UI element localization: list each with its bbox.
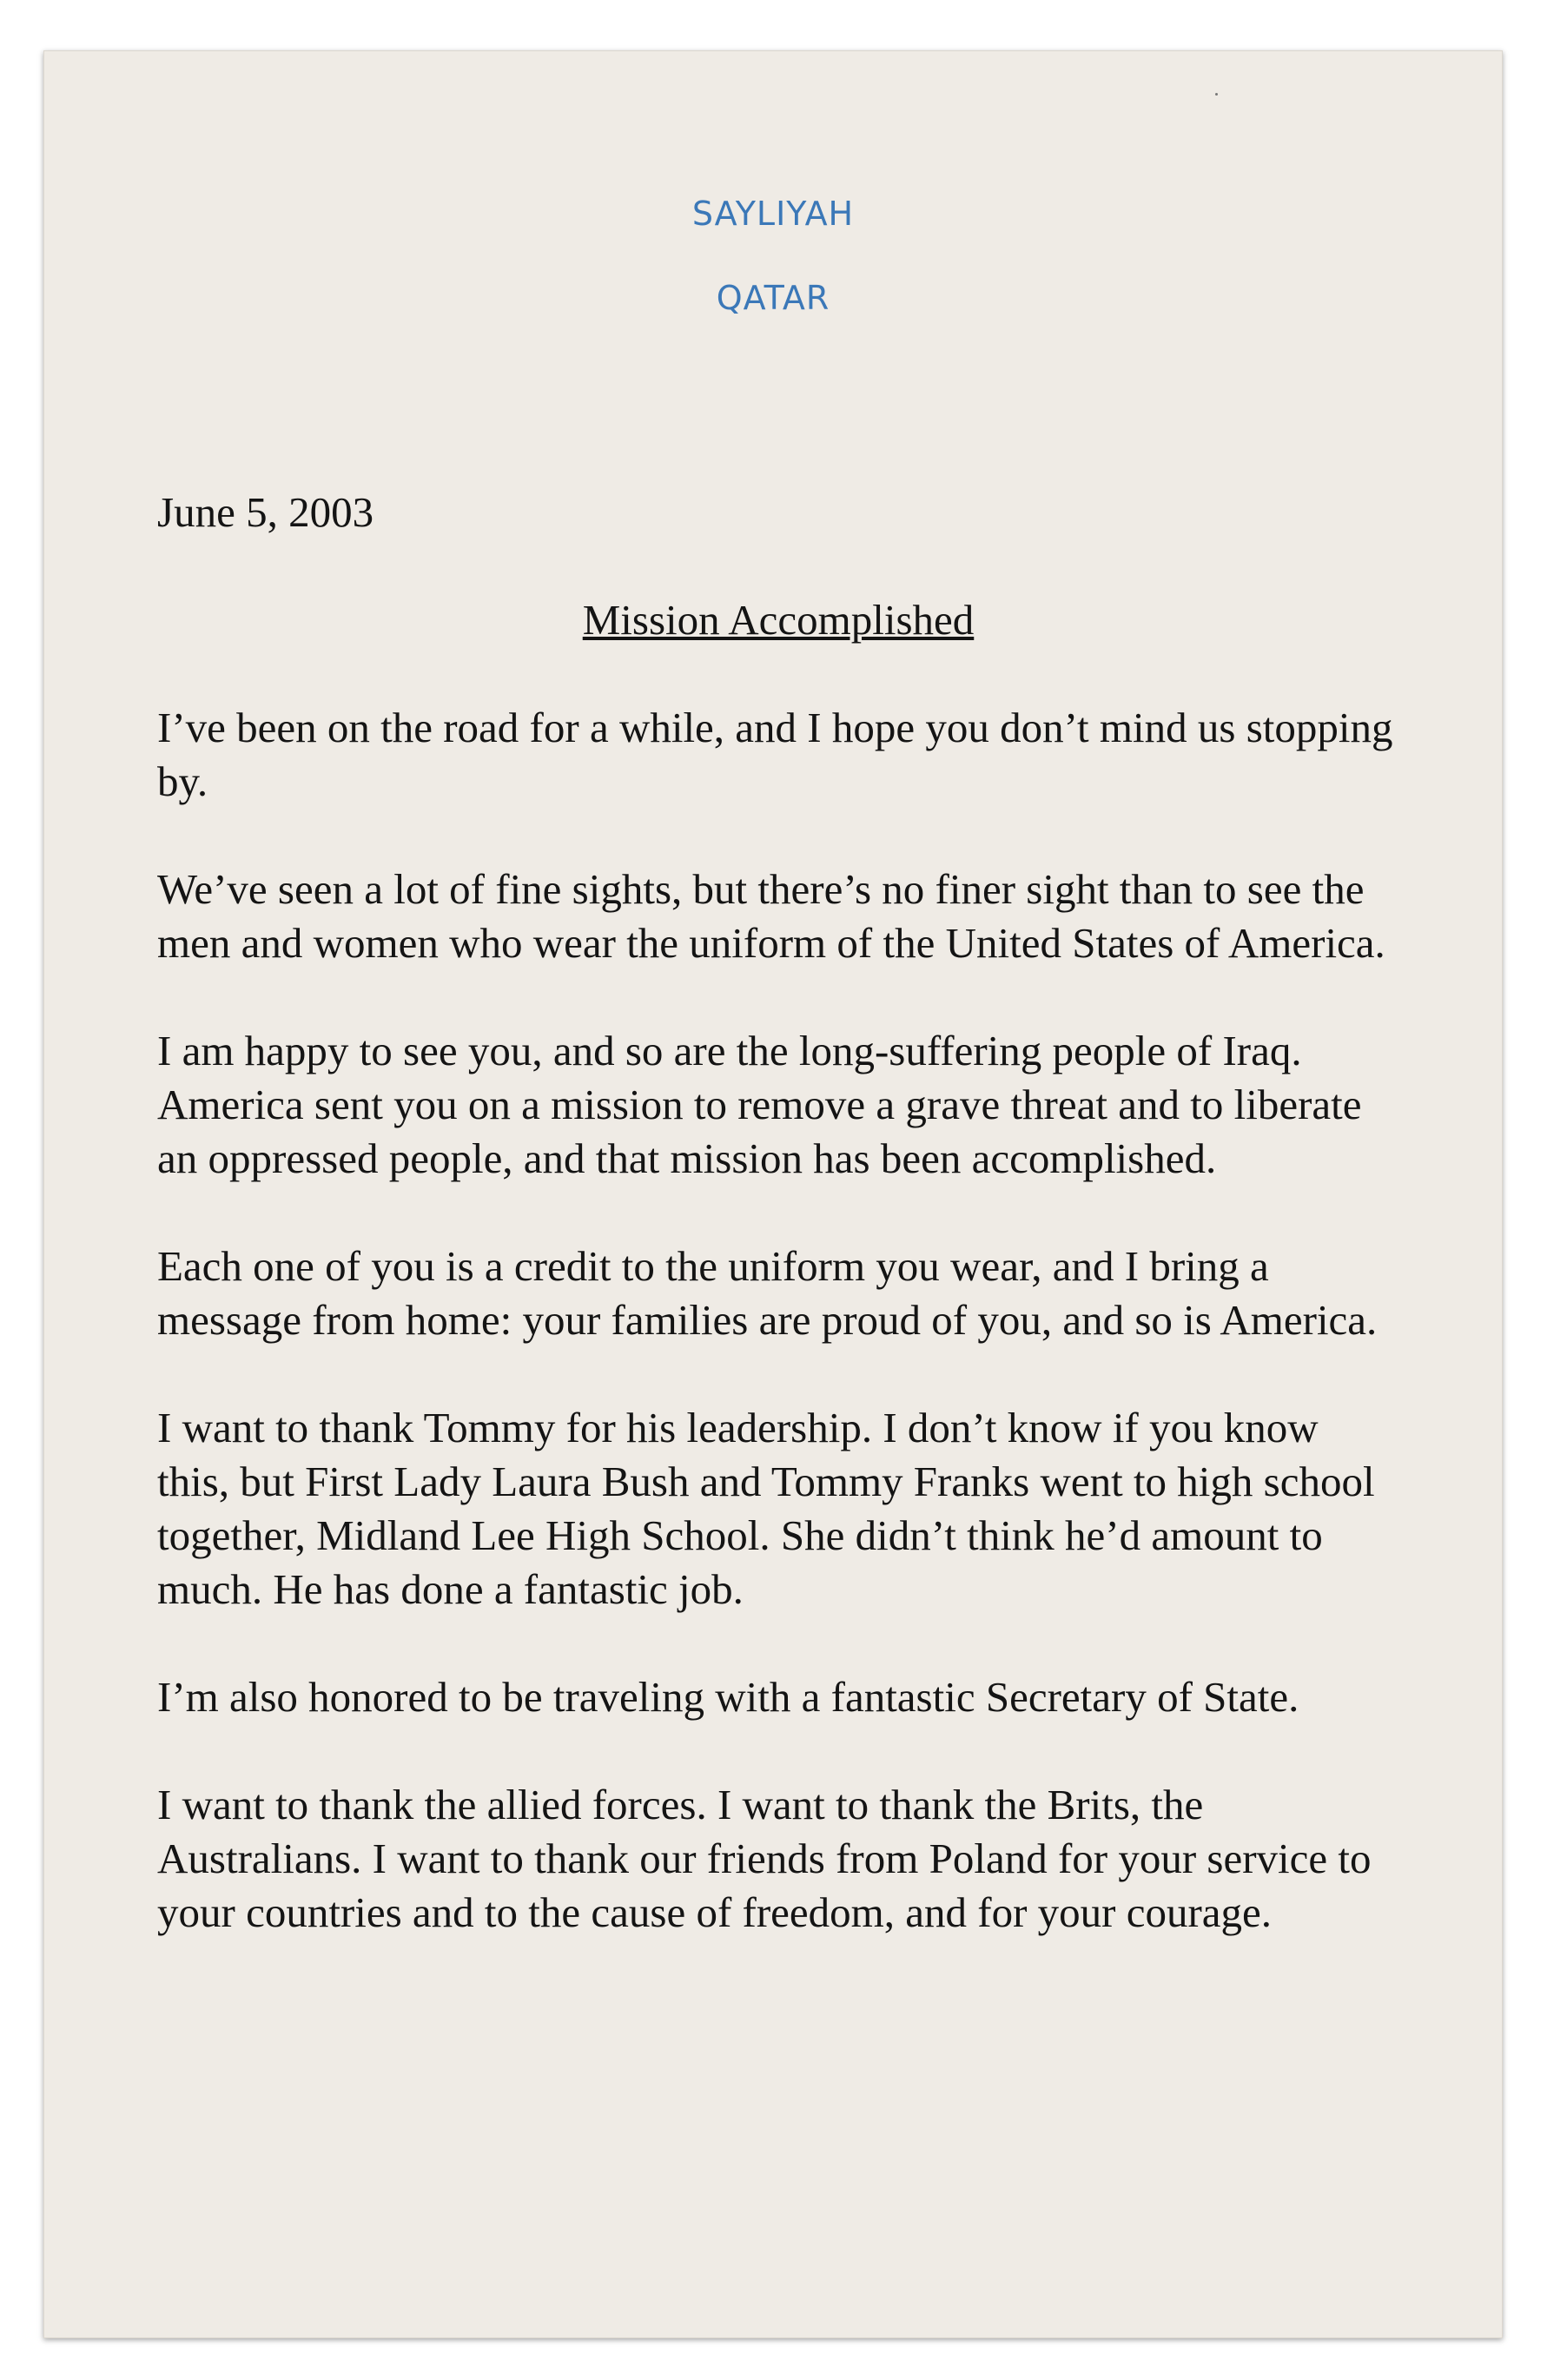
paragraph-2: We’ve seen a lot of fine sights, but there’s no finer sight than to see the men and women who wear the uniform of the United States of America. <box>157 865 1385 967</box>
letter-sheet <box>43 50 1503 2338</box>
paragraph-7: I want to thank the allied forces. I want to thank the Brits, the Australians. I want to thank our friends from Poland for your service to your countries and to the cause of freedom, and for your courage. <box>157 1781 1372 1936</box>
paragraph-1: I’ve been on the road for a while, and I hope you don’t mind us stopping by. <box>157 704 1393 805</box>
paragraph-3: I am happy to see you, and so are the long-suffering people of Iraq. America sent you on a mission to remove a grave threat and to liberate an oppressed people, and that mission has been accomplished. <box>157 1027 1362 1182</box>
letter-date: June 5, 2003 <box>157 488 374 536</box>
paragraph-6: I’m also honored to be traveling with a fantastic Secretary of State. <box>157 1673 1299 1721</box>
paper-speck <box>1215 93 1218 96</box>
letterhead-country: QATAR <box>716 279 830 317</box>
paragraph-5: I want to thank Tommy for his leadership. I don’t know if you know this, but First Lady Laura Bush and Tommy Franks went to high school together, Midland Lee High School. She didn’t think he’d amount to much. He has done a fantastic job. <box>157 1404 1375 1613</box>
paragraph-4: Each one of you is a credit to the uniform you wear, and I bring a message from home: your families are proud of you, and so is America. <box>157 1242 1378 1344</box>
letterhead-place: SAYLIYAH <box>691 195 855 233</box>
letter-title: Mission Accomplished <box>582 596 975 644</box>
letter-body <box>157 486 1399 1993</box>
